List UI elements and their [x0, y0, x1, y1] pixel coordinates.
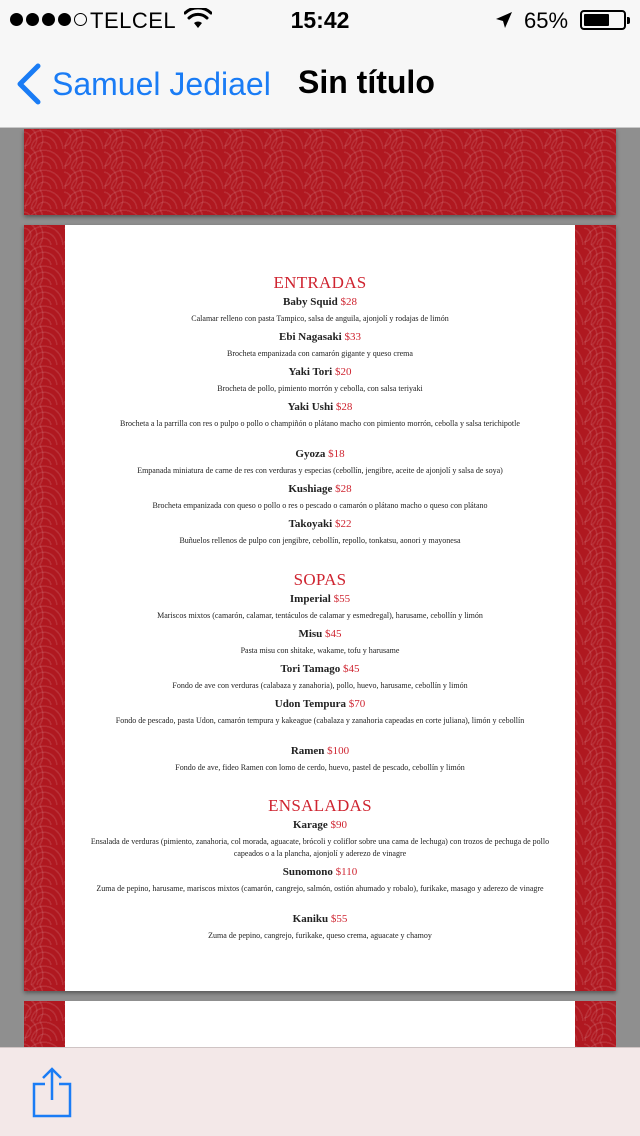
carrier-name: TELCEL [90, 8, 177, 33]
document-viewer[interactable] [0, 129, 640, 1047]
back-button-label: Samuel Jediael [52, 65, 271, 102]
item-price: $90 [330, 819, 348, 831]
item-name-text: Tori Tamago [280, 663, 341, 675]
battery-icon [580, 10, 626, 30]
menu-item-description: Fondo de ave con verduras (calabaza y zanahoria), pollo, huevo, harusame, cebollín y limón [172, 681, 468, 690]
menu-item-name [65, 628, 575, 640]
menu-item-name [65, 745, 575, 757]
menu-item-name [65, 331, 575, 343]
menu-item-description: Empanada miniatura de carne de res con verduras y especias (cebollín, jengibre, aceite de ajonjolí y salsa de soya) [137, 466, 503, 475]
menu-item-description: Buñuelos rellenos de pulpo con jengibre, cebollín, repollo, tonkatsu, aonori y mayonesa [179, 536, 461, 545]
status-time: 15:42 [290, 7, 350, 33]
chevron-left-icon [14, 62, 44, 106]
menu-item-description: Fondo de pescado, pasta Udon, camarón tempura y kakeague (cabalaza y zanahoria capeadas en corte juliana), limón y cebollín [115, 716, 525, 725]
page-menu [24, 225, 616, 991]
document-title: Sin título [298, 64, 435, 100]
item-price: $45 [325, 628, 342, 640]
item-name-text: Gyoza [295, 448, 326, 460]
battery-percentage: 65% [524, 8, 569, 33]
item-price: $110 [335, 866, 358, 878]
menu-item-name [65, 866, 575, 878]
item-name-text: Baby Squid [283, 296, 338, 308]
item-name-text: Yaki Tori [288, 366, 333, 378]
item-price: $55 [333, 593, 351, 605]
item-name-text: Yaki Ushi [287, 401, 334, 413]
menu-item-name [65, 913, 575, 925]
menu-item-name [65, 296, 575, 308]
menu-item-description: Brocheta empanizada con camarón gigante y queso crema [227, 349, 413, 358]
item-price: $18 [328, 448, 345, 460]
item-price: $70 [348, 698, 366, 710]
status-bar [0, 0, 640, 40]
item-price: $28 [335, 401, 353, 413]
menu-item-description: Brocheta de pollo, pimiento morrón y cebolla, con salsa teriyaki [217, 384, 423, 393]
navigation-bar [0, 40, 640, 128]
menu-item-description: Zuma de pepino, harusame, mariscos mixtos (camarón, cangrejo, salmón, ostión ahumado y robalo), furikake, masago y aderezo de vinagre [96, 884, 544, 893]
menu-item-name [65, 518, 575, 530]
page-next [24, 1001, 616, 1047]
item-name-text: Takoyaki [288, 518, 333, 530]
item-price: $100 [327, 745, 350, 757]
item-name-text: Sunomono [282, 866, 333, 878]
menu-item-description: Mariscos mixtos (camarón, calamar, tentáculos de calamar y esmedregal), harusame, cebollín y limón [157, 611, 483, 620]
menu-item-name [65, 819, 575, 831]
section-title-ensaladas: ENSALADAS [268, 796, 372, 815]
item-name-text: Kaniku [292, 913, 329, 925]
menu-item-description: Calamar relleno con pasta Tampico, salsa de anguila, ajonjolí y rodajas de limón [191, 314, 449, 323]
menu-item-name [65, 448, 575, 460]
item-price: $55 [330, 913, 348, 925]
back-button[interactable] [14, 62, 271, 106]
share-icon[interactable] [30, 1066, 74, 1120]
item-price: $20 [334, 366, 352, 378]
menu-item-description: Brocheta a la parrilla con res o pulpo o pollo o champiñón o plátano macho con pimiento morrón, cebolla y salsa terichipotle [120, 419, 520, 428]
page-previous [24, 129, 616, 215]
item-name-text: Imperial [289, 593, 331, 605]
menu-sheet [65, 225, 575, 991]
menu-item-name [65, 663, 575, 675]
item-price: $33 [344, 331, 361, 343]
item-price: $45 [343, 663, 360, 675]
menu-item-name [65, 401, 575, 413]
item-name-text: Ebi Nagasaki [279, 331, 342, 343]
menu-item-name [65, 593, 575, 605]
item-name-text: Karage [292, 819, 328, 831]
menu-item-description: Pasta misu con shitake, wakame, tofu y harusame [240, 646, 400, 655]
location-arrow-icon [494, 10, 514, 30]
menu-item-description: Zuma de pepino, cangrejo, furikake, queso crema, aguacate y chamoy [208, 931, 432, 940]
menu-item-name [65, 483, 575, 495]
item-name-text: Ramen [290, 745, 325, 757]
menu-item-description: Brocheta empanizada con queso o pollo o res o pescado o camarón o plátano macho o queso con plátano [152, 501, 488, 510]
section-title-sopas: SOPAS [293, 570, 347, 589]
item-name-text: Kushiage [288, 483, 333, 495]
menu-item-description: Fondo de ave, fideo Ramen con lomo de cerdo, huevo, pastel de pescado, cebollín y limón [175, 763, 465, 772]
menu-item-name [65, 698, 575, 710]
section-title-entradas: ENTRADAS [273, 273, 367, 292]
menu-item-name [65, 366, 575, 378]
item-name-text: Udon Tempura [274, 698, 346, 710]
menu-item-description: Ensalada de verduras (pimiento, zanahoria, col morada, aguacate, brócoli y coliflor sobre una cama de lechuga) con trozos de pechuga de pollo capeados o a la plancha, ajonjolí y aderezo de vinagre [90, 837, 550, 858]
item-price: $28 [340, 296, 357, 308]
bottom-toolbar [0, 1047, 640, 1136]
item-price: $28 [335, 483, 352, 495]
next-sheet [65, 1001, 575, 1047]
item-name-text: Misu [298, 628, 323, 640]
item-price: $22 [334, 518, 352, 530]
